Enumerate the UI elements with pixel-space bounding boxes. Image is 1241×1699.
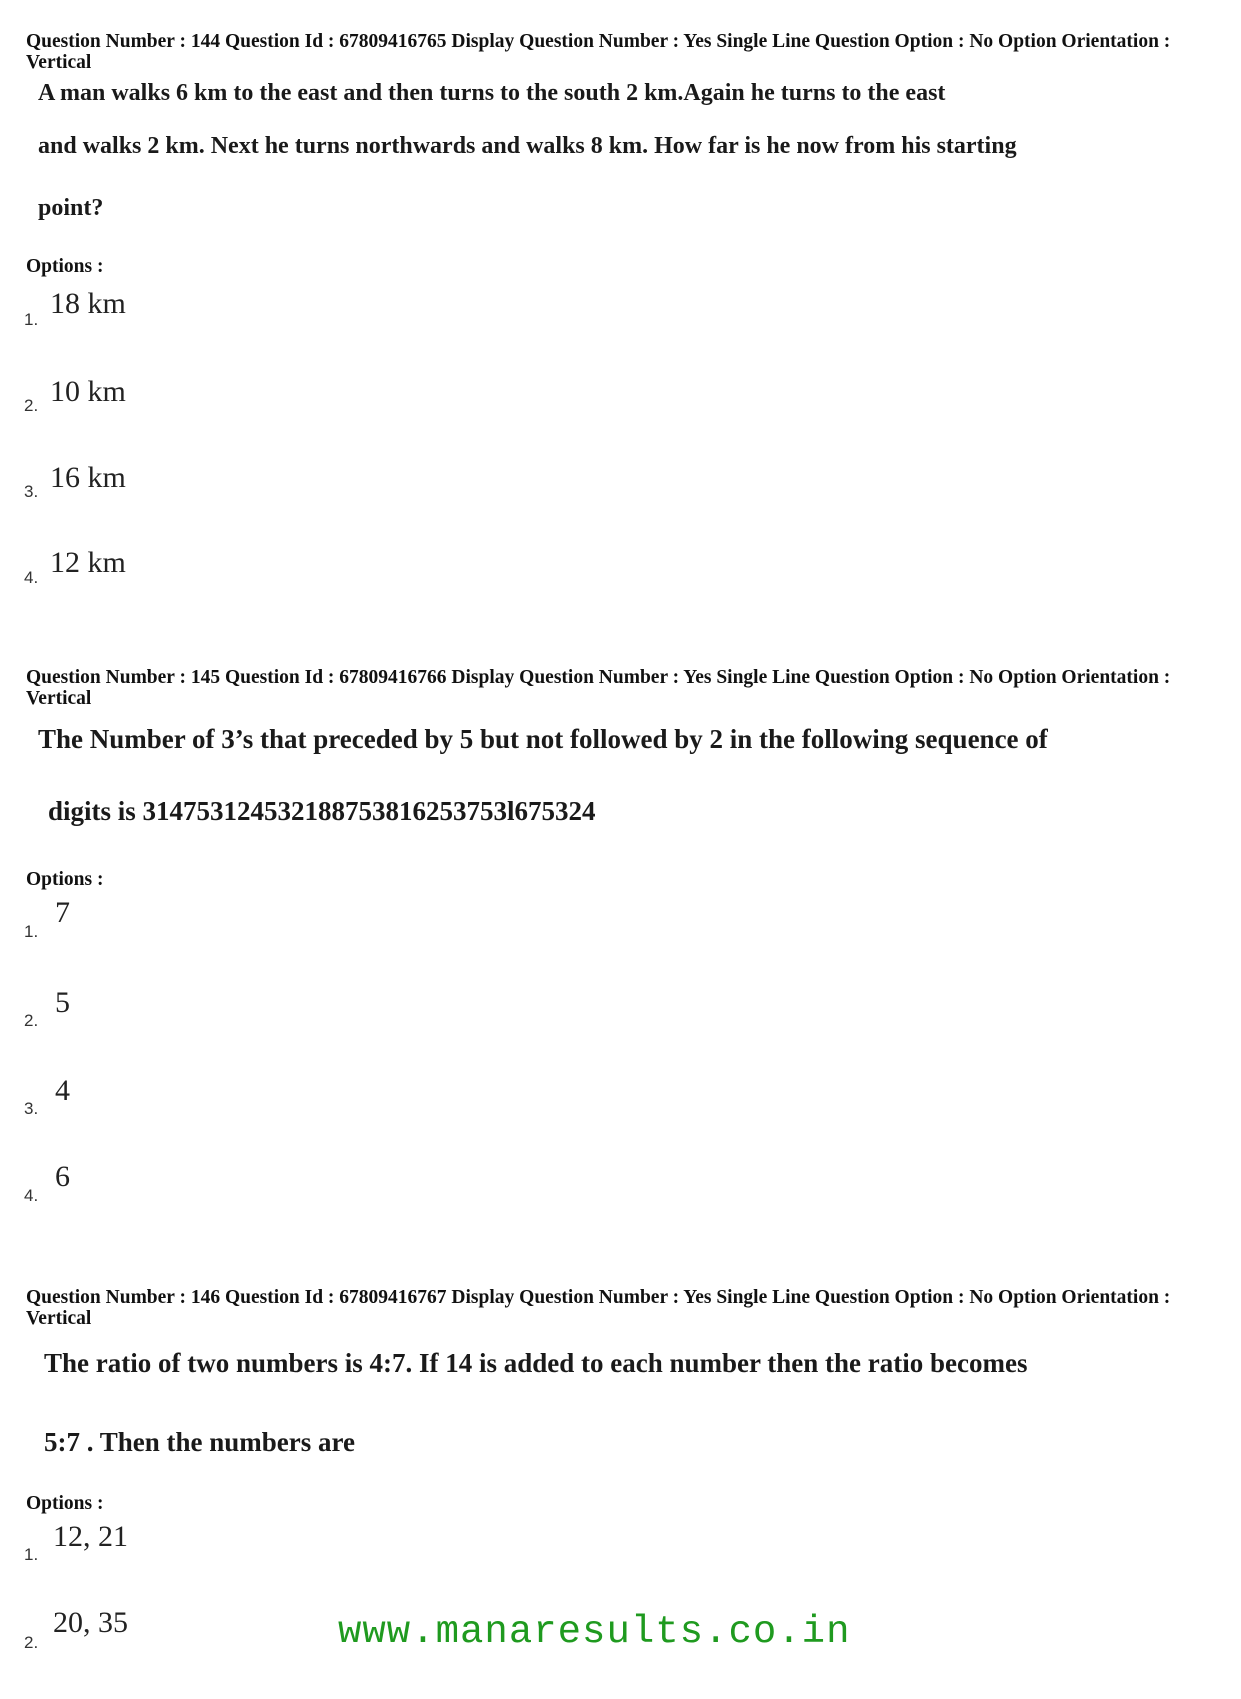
question-144-option-4[interactable]: 12 km	[50, 546, 126, 579]
question-146-option-2[interactable]: 20, 35	[53, 1606, 128, 1639]
question-144-text-line-1: A man walks 6 km to the east and then turns to the south 2 km.Again he turns to the east	[38, 80, 946, 106]
question-144-options-label: Options :	[26, 256, 104, 277]
question-145-option-1-number: 1.	[24, 922, 39, 941]
question-144-option-2-number: 2.	[24, 396, 39, 415]
question-145-meta: Question Number : 145 Question Id : 67809416766 Display Question Number : Yes Single Line Question Option : No Option Orientation : Vertical	[26, 667, 1171, 709]
question-145-option-4[interactable]: 6	[55, 1160, 70, 1193]
question-144-option-1[interactable]: 18 km	[50, 287, 126, 320]
question-145-text-line-2: digits is 314753124532188753816253753l675324	[48, 796, 596, 826]
watermark-url: www.manaresults.co.in	[338, 1610, 851, 1654]
question-146-meta: Question Number : 146 Question Id : 67809416767 Display Question Number : Yes Single Line Question Option : No Option Orientation : Vertical	[26, 1287, 1171, 1329]
question-146-option-1[interactable]: 12, 21	[53, 1520, 128, 1553]
question-144-meta: Question Number : 144 Question Id : 67809416765 Display Question Number : Yes Single Line Question Option : No Option Orientation : Vertical	[26, 31, 1171, 73]
question-146-text-line-2: 5:7 . Then the numbers are	[44, 1427, 356, 1457]
question-145-text-line-1: The Number of 3’s that preceded by 5 but not followed by 2 in the following sequence of	[38, 724, 1048, 754]
question-144-option-3[interactable]: 16 km	[50, 461, 126, 494]
question-145-option-2[interactable]: 5	[55, 986, 70, 1019]
question-145-option-3-number: 3.	[24, 1099, 39, 1118]
question-144-text-line-2: and walks 2 km. Next he turns northwards and walks 8 km. How far is he now from his starting	[38, 133, 1017, 159]
question-144-option-1-number: 1.	[24, 310, 39, 329]
question-145-option-2-number: 2.	[24, 1011, 39, 1030]
question-146-text-line-1: The ratio of two numbers is 4:7. If 14 is added to each number then the ratio becomes	[44, 1348, 1028, 1378]
question-144-option-2[interactable]: 10 km	[50, 375, 126, 408]
question-145-option-1[interactable]: 7	[55, 896, 70, 929]
question-146-option-2-number: 2.	[24, 1633, 39, 1652]
question-144-option-3-number: 3.	[24, 482, 39, 501]
question-146-option-1-number: 1.	[24, 1545, 39, 1564]
question-145-option-3[interactable]: 4	[55, 1074, 70, 1107]
question-145-option-4-number: 4.	[24, 1186, 39, 1205]
question-145-options-label: Options :	[26, 869, 104, 890]
question-144-option-4-number: 4.	[24, 568, 39, 587]
question-146-options-label: Options :	[26, 1493, 104, 1514]
question-144-text-line-3: point?	[38, 195, 104, 221]
